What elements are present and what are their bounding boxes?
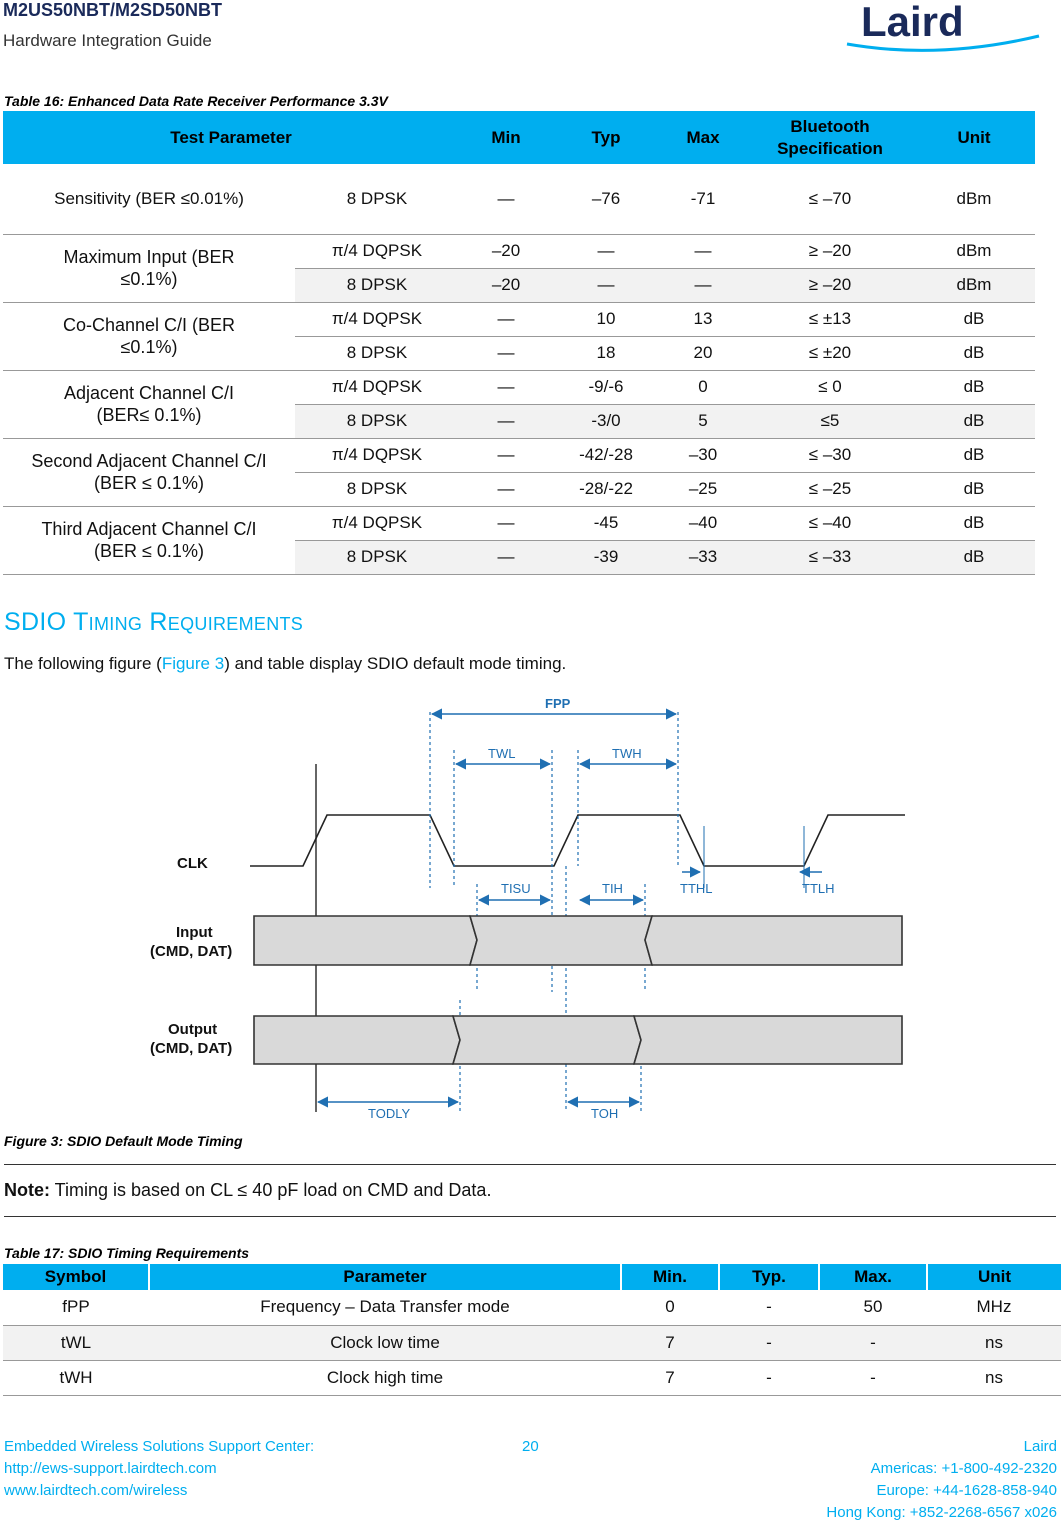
label-clk: CLK <box>177 855 208 872</box>
cell-unit: dB <box>913 404 1035 438</box>
footer-hongkong: Hong Kong: +852-2268-6567 x026 <box>826 1504 1057 1521</box>
label-twh: TWH <box>612 746 642 761</box>
th-typ: Typ <box>553 111 659 164</box>
cell-param: Clock high time <box>149 1360 621 1395</box>
th-typ: Typ. <box>719 1264 819 1290</box>
cell-mod: π/4 DQPSK <box>295 370 459 404</box>
table16-caption: Table 16: Enhanced Data Rate Receiver Performance 3.3V <box>4 93 388 109</box>
cell-mod: 8 DPSK <box>295 472 459 506</box>
cell-max: — <box>659 234 747 268</box>
th-symbol: Symbol <box>3 1264 149 1290</box>
document-subtitle: Hardware Integration Guide <box>3 31 212 50</box>
label-output-sub: (CMD, DAT) <box>150 1040 233 1057</box>
label-twl: TWL <box>488 746 516 761</box>
cell-mod: 8 DPSK <box>295 268 459 302</box>
logo-text: Laird <box>861 0 964 45</box>
cell-spec: ≤ ±20 <box>747 336 913 370</box>
cell-min: — <box>459 336 553 370</box>
laird-logo <box>839 0 1049 58</box>
cell-typ: 18 <box>553 336 659 370</box>
cell-typ: -42/-28 <box>553 438 659 472</box>
cell-max: 50 <box>819 1290 927 1325</box>
footer-left <box>4 1436 314 1502</box>
cell-min: — <box>459 370 553 404</box>
table17 <box>3 1264 1061 1396</box>
cell-unit: dBm <box>913 234 1035 268</box>
cell-mod: 8 DPSK <box>295 540 459 574</box>
label-toh: TOH <box>591 1106 619 1121</box>
cell-typ: - <box>719 1290 819 1325</box>
footer-company: Laird <box>1023 1438 1057 1455</box>
cell-min: — <box>459 540 553 574</box>
label-input-sub: (CMD, DAT) <box>150 943 233 960</box>
cell-min: — <box>459 472 553 506</box>
cell-typ: — <box>553 234 659 268</box>
group-param: Maximum Input (BER ≤0.1%) <box>3 234 295 302</box>
sens-max: -71 <box>659 164 747 234</box>
cell-min: –20 <box>459 268 553 302</box>
cell-min: — <box>459 404 553 438</box>
cell-spec: ≤ ±13 <box>747 302 913 336</box>
group-param: Adjacent Channel C/I (BER≤ 0.1%) <box>3 370 295 438</box>
sens-unit: dBm <box>913 164 1035 234</box>
table-row <box>3 1325 1061 1360</box>
cell-unit: dB <box>913 472 1035 506</box>
output-bus <box>254 1016 902 1064</box>
cell-max: — <box>659 268 747 302</box>
cell-unit: ns <box>927 1325 1061 1360</box>
cell-mod: 8 DPSK <box>295 404 459 438</box>
figure-link[interactable]: Figure 3 <box>161 654 225 673</box>
th-max: Max. <box>819 1264 927 1290</box>
cell-typ: -9/-6 <box>553 370 659 404</box>
th-min: Min <box>459 111 553 164</box>
cell-mod: π/4 DQPSK <box>295 234 459 268</box>
note-label: Note: <box>4 1180 50 1200</box>
cell-unit: dBm <box>913 268 1035 302</box>
cell-min: 7 <box>621 1360 719 1395</box>
group-param: Third Adjacent Channel C/I (BER ≤ 0.1%) <box>3 506 295 574</box>
label-tih: TIH <box>602 881 623 896</box>
label-todly: TODLY <box>368 1106 411 1121</box>
input-bus <box>254 916 902 965</box>
cell-spec: ≤ –25 <box>747 472 913 506</box>
table-row <box>3 1360 1061 1395</box>
sdio-timing-diagram <box>0 690 1063 1130</box>
cell-spec: ≥ –20 <box>747 268 913 302</box>
footer-support-link[interactable]: http://ews-support.lairdtech.com <box>4 1460 217 1477</box>
table-row <box>3 1290 1061 1325</box>
note <box>4 1180 491 1201</box>
cell-max: 5 <box>659 404 747 438</box>
cell-spec: ≤ –40 <box>747 506 913 540</box>
cell-spec: ≤ –30 <box>747 438 913 472</box>
cell-param: Clock low time <box>149 1325 621 1360</box>
page-number: 20 <box>522 1438 539 1455</box>
note-text: Timing is based on CL ≤ 40 pF load on CMD and Data. <box>50 1180 492 1200</box>
cell-max: - <box>819 1360 927 1395</box>
cell-typ: — <box>553 268 659 302</box>
cell-min: — <box>459 438 553 472</box>
cell-unit: dB <box>913 506 1035 540</box>
cell-max: 0 <box>659 370 747 404</box>
label-fpp: FPP <box>545 696 571 711</box>
cell-typ: -3/0 <box>553 404 659 438</box>
cell-typ: 10 <box>553 302 659 336</box>
cell-typ: - <box>719 1360 819 1395</box>
cell-mod: π/4 DQPSK <box>295 302 459 336</box>
cell-param: Frequency – Data Transfer mode <box>149 1290 621 1325</box>
cell-spec: ≤ –33 <box>747 540 913 574</box>
th-test-parameter: Test Parameter <box>3 111 459 164</box>
cell-mod: π/4 DQPSK <box>295 506 459 540</box>
cell-mod: 8 DPSK <box>295 336 459 370</box>
cell-min: — <box>459 302 553 336</box>
note-rule-top <box>4 1164 1056 1165</box>
cell-max: –40 <box>659 506 747 540</box>
cell-min: 0 <box>621 1290 719 1325</box>
footer-support: Embedded Wireless Solutions Support Center: <box>4 1438 315 1455</box>
cell-spec: ≤ 0 <box>747 370 913 404</box>
footer-europe: Europe: +44-1628-858-940 <box>876 1482 1057 1499</box>
sens-param: Sensitivity (BER ≤0.01%) <box>3 164 295 234</box>
cell-unit: dB <box>913 540 1035 574</box>
cell-max: - <box>819 1325 927 1360</box>
cell-spec: ≥ –20 <box>747 234 913 268</box>
section-intro <box>4 654 566 674</box>
note-rule-bottom <box>4 1216 1056 1217</box>
cell-symbol: fPP <box>3 1290 149 1325</box>
footer-website-link[interactable]: www.lairdtech.com/wireless <box>4 1482 188 1499</box>
cell-unit: ns <box>927 1360 1061 1395</box>
cell-max: –25 <box>659 472 747 506</box>
sens-spec: ≤ –70 <box>747 164 913 234</box>
cell-max: –33 <box>659 540 747 574</box>
cell-symbol: tWH <box>3 1360 149 1395</box>
th-parameter: Parameter <box>149 1264 621 1290</box>
table16 <box>3 111 1035 575</box>
document-title: M2US50NBT/M2SD50NBT <box>3 0 223 20</box>
cell-max: 20 <box>659 336 747 370</box>
cell-unit: dB <box>913 302 1035 336</box>
cell-spec: ≤5 <box>747 404 913 438</box>
cell-symbol: tWL <box>3 1325 149 1360</box>
sens-mod: 8 DPSK <box>295 164 459 234</box>
cell-max: –30 <box>659 438 747 472</box>
cell-unit: dB <box>913 370 1035 404</box>
label-tisu: TISU <box>501 881 531 896</box>
cell-min: –20 <box>459 234 553 268</box>
table17-caption: Table 17: SDIO Timing Requirements <box>4 1245 250 1261</box>
footer-americas: Americas: +1-800-492-2320 <box>870 1460 1057 1477</box>
cell-typ: -28/-22 <box>553 472 659 506</box>
cell-typ: - <box>719 1325 819 1360</box>
cell-min: 7 <box>621 1325 719 1360</box>
th-min: Min. <box>621 1264 719 1290</box>
footer-right <box>826 1436 1057 1524</box>
cell-typ: -39 <box>553 540 659 574</box>
label-output: Output <box>168 1021 218 1038</box>
sens-min: — <box>459 164 553 234</box>
cell-typ: -45 <box>553 506 659 540</box>
cell-mod: π/4 DQPSK <box>295 438 459 472</box>
intro-text: The following figure ( <box>4 654 162 673</box>
th-unit: Unit <box>913 111 1035 164</box>
cell-unit: dB <box>913 336 1035 370</box>
cell-min: — <box>459 506 553 540</box>
group-param: Second Adjacent Channel C/I (BER ≤ 0.1%) <box>3 438 295 506</box>
th-bt-spec: Bluetooth Specification <box>747 111 913 164</box>
intro-text: ) and table display SDIO default mode timing. <box>224 654 567 673</box>
cell-unit: MHz <box>927 1290 1061 1325</box>
th-unit: Unit <box>927 1264 1061 1290</box>
cell-max: 13 <box>659 302 747 336</box>
label-input: Input <box>176 924 213 941</box>
label-tthl: TTHL <box>680 881 713 896</box>
cell-unit: dB <box>913 438 1035 472</box>
group-param: Co-Channel C/I (BER ≤0.1%) <box>3 302 295 370</box>
sens-typ: –76 <box>553 164 659 234</box>
label-ttlh: TTLH <box>802 881 835 896</box>
section-heading: SDIO Timing Requirements <box>4 608 304 636</box>
th-max: Max <box>659 111 747 164</box>
figure-caption: Figure 3: SDIO Default Mode Timing <box>4 1133 243 1149</box>
